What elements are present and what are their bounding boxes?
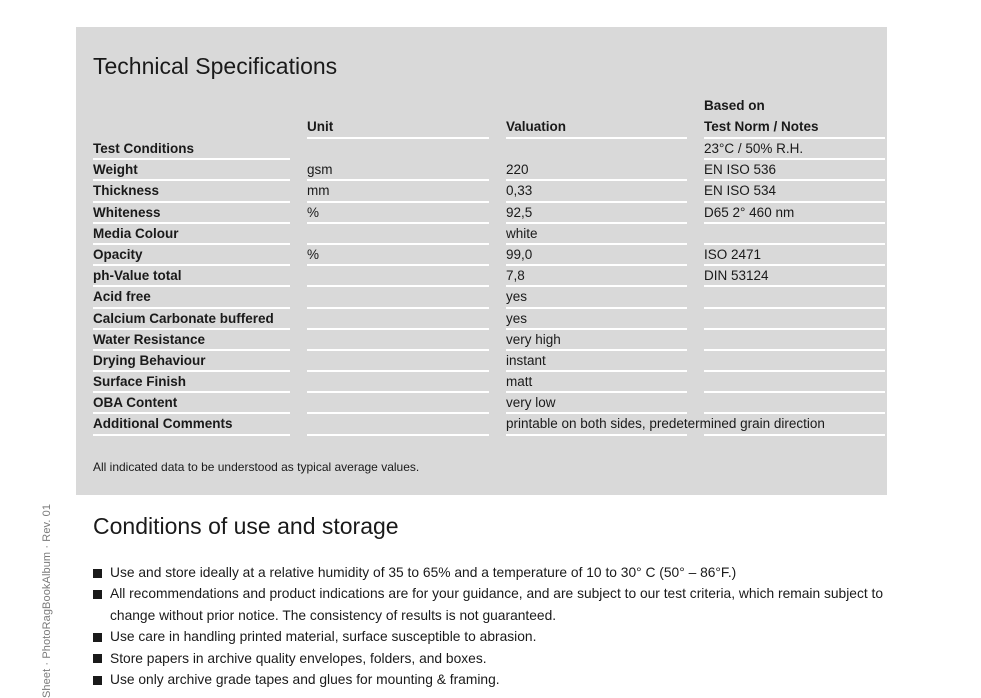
row-unit: % [307,203,489,224]
row-note [704,393,885,414]
row-value: 0,33 [506,181,687,202]
conditions-list [93,562,913,690]
row-value: 220 [506,160,687,181]
row-value: 92,5 [506,203,687,224]
row-value: very high [506,330,687,351]
list-item-text: Use only archive grade tapes and glues for mounting & framing. [110,672,500,688]
row-note: EN ISO 534 [704,181,885,202]
specs-title: Technical Specifications [93,53,338,79]
row-unit [307,287,489,308]
list-item-text: Use care in handling printed material, surface susceptible to abrasion. [110,629,537,645]
row-label: ph-Value total [93,266,290,287]
row-unit [307,139,489,160]
row-value: matt [506,372,687,393]
row-label: Calcium Carbonate buffered [93,309,290,330]
row-label: Opacity [93,245,290,266]
row-unit [307,414,489,435]
row-unit [307,393,489,414]
row-unit [307,351,489,372]
document-revision-label: Sheet · PhotoRagBookAlbum · Rev. 01 [41,503,53,698]
row-unit: gsm [307,160,489,181]
list-item-text: Use and store ideally at a relative humidity of 35 to 65% and a temperature of 10 to 30° C (50° – 86°F.) [110,565,737,580]
row-value: very low [506,393,687,414]
header-property [93,97,290,139]
row-note: ISO 2471 [704,245,885,266]
row-note [704,330,885,351]
row-label: Drying Behaviour [93,351,290,372]
row-label: Weight [93,160,290,181]
square-bullet-icon [93,590,102,599]
row-value: 99,0 [506,245,687,266]
conditions-title: Conditions of use and storage [93,513,399,539]
row-unit [307,330,489,351]
row-note [704,372,885,393]
row-note: 23°C / 50% R.H. [704,139,885,160]
row-unit [307,224,489,245]
list-item [93,669,913,690]
list-item [93,562,913,583]
technical-specifications-panel [76,27,887,495]
row-unit [307,266,489,287]
list-item [93,583,913,626]
list-item-text: All recommendations and product indications are for your guidance, and are subject to our test criteria, which remain subject to change without prior notice. The consistency of results is not guaranteed. [110,586,884,623]
row-label: Acid free [93,287,290,308]
list-item [93,626,913,647]
row-note: EN ISO 536 [704,160,885,181]
square-bullet-icon [93,676,102,685]
row-value: printable on both sides, predetermined grain direction [506,414,687,435]
row-unit: % [307,245,489,266]
row-unit [307,309,489,330]
row-label: Water Resistance [93,330,290,351]
row-label: Thickness [93,181,290,202]
row-label: Surface Finish [93,372,290,393]
row-note [704,351,885,372]
row-note: DIN 53124 [704,266,885,287]
row-note: D65 2° 460 nm [704,203,885,224]
square-bullet-icon [93,633,102,642]
square-bullet-icon [93,569,102,578]
row-label: Media Colour [93,224,290,245]
row-value: yes [506,309,687,330]
row-note [704,309,885,330]
row-note [704,224,885,245]
row-label: Additional Comments [93,414,290,435]
specs-footnote: All indicated data to be understood as typical average values. [93,460,420,474]
header-unit: Unit [307,97,489,139]
header-valuation: Valuation [506,97,687,139]
row-unit [307,372,489,393]
row-value: 7,8 [506,266,687,287]
row-label: Whiteness [93,203,290,224]
row-label: Test Conditions [93,139,290,160]
list-item [93,648,913,669]
header-test-norm: Based on Test Norm / Notes [704,97,885,139]
row-unit: mm [307,181,489,202]
row-value: instant [506,351,687,372]
row-label: OBA Content [93,393,290,414]
row-note [704,287,885,308]
row-note [704,414,885,435]
row-value: white [506,224,687,245]
row-value [506,139,687,160]
list-item-text: Store papers in archive quality envelopes, folders, and boxes. [110,650,487,666]
row-value: yes [506,287,687,308]
square-bullet-icon [93,654,102,663]
